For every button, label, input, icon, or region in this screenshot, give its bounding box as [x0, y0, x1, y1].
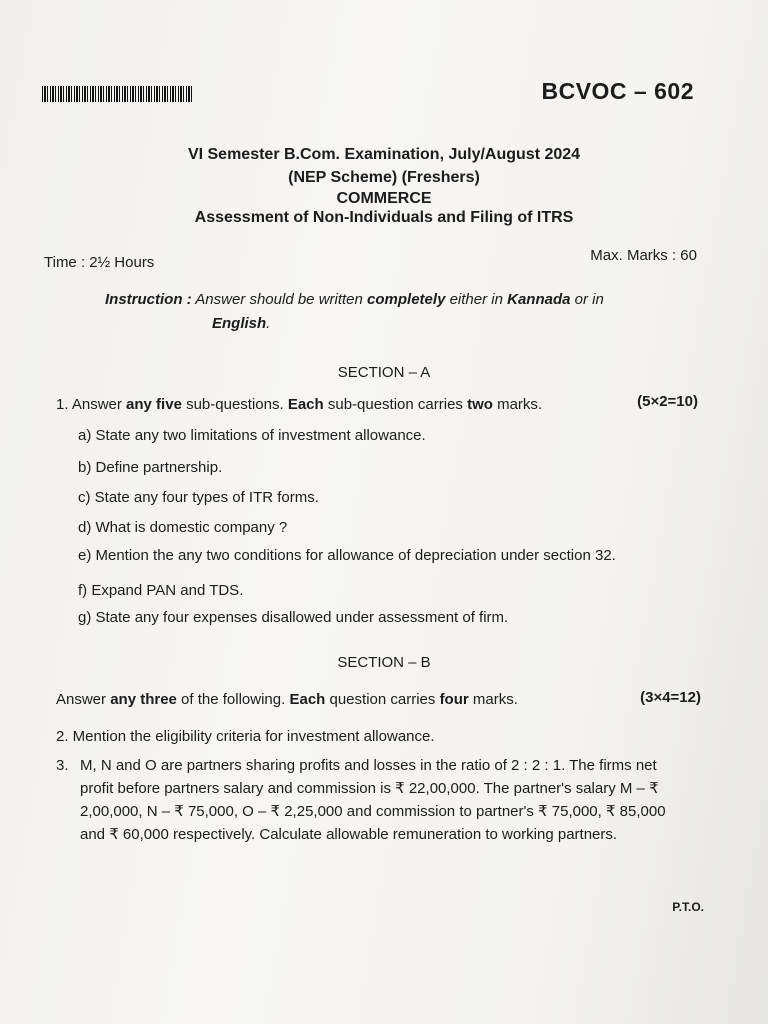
- section-b-instruction: [56, 691, 518, 708]
- sub-question: e) Mention the any two conditions for allowance of depreciation under section 32.: [78, 547, 616, 564]
- sub-question: a) State any two limitations of investment allowance.: [78, 427, 426, 444]
- question-2: 2. Mention the eligibility criteria for investment allowance.: [56, 728, 435, 745]
- question-bold: any five: [126, 396, 182, 413]
- question-bold: two: [467, 396, 493, 413]
- question-text: marks.: [468, 691, 518, 708]
- max-marks: Max. Marks : 60: [590, 247, 697, 264]
- question-1-marks: (5×2=10): [637, 393, 698, 410]
- scheme-line: (NEP Scheme) (Freshers): [288, 169, 480, 186]
- subject-line: COMMERCE: [336, 190, 432, 207]
- question-text: question carries: [325, 691, 440, 708]
- instruction-text: or in: [570, 291, 604, 308]
- question-1: [56, 396, 542, 413]
- section-b-marks: (3×4=12): [640, 689, 701, 706]
- question-text: sub-questions.: [181, 396, 288, 413]
- question-bold: Each: [287, 396, 324, 413]
- sub-question: d) What is domestic company ?: [78, 519, 288, 536]
- time-allowed: Time : 2½ Hours: [44, 254, 155, 271]
- instruction-label: Instruction :: [105, 291, 192, 308]
- instruction-text: either in: [445, 291, 508, 308]
- section-a-title: SECTION – A: [337, 364, 431, 381]
- sub-question: b) Define partnership.: [78, 459, 223, 476]
- instruction-bold: Kannada: [507, 291, 571, 308]
- question-text: Answer: [68, 396, 127, 413]
- question-3-text: M, N and O are partners sharing profits and losses in the ratio of 2 : 2 : 1. The firms net profit before partners salary and commission is ₹ 22,00,000. The partner's salary M – ₹ 2,00,000, N – ₹ 75,000, O – ₹ 2,25,000 and commission to partner's ₹ 75,000, ₹ 85,000 and ₹ 60,000 respectively. Calculate allowable remuneration to working partners.: [80, 757, 666, 843]
- instruction-text: .: [266, 315, 271, 332]
- pto-label: P.T.O.: [672, 900, 704, 914]
- instruction: [105, 288, 705, 336]
- question-number: 1.: [56, 396, 69, 413]
- paper-code: BCVOC – 602: [541, 78, 694, 104]
- barcode: [42, 86, 192, 102]
- exam-title: VI Semester B.Com. Examination, July/August 2024: [187, 146, 581, 163]
- question-text: marks.: [492, 396, 543, 413]
- sub-question: f) Expand PAN and TDS.: [78, 582, 244, 599]
- question-text: sub-question carries: [323, 396, 468, 413]
- question-bold: Each: [289, 691, 326, 708]
- question-bold: any three: [110, 691, 177, 708]
- section-b-title: SECTION – B: [337, 654, 431, 671]
- question-text: of the following.: [176, 691, 290, 708]
- question-text: Answer: [56, 691, 111, 708]
- question-3: [56, 754, 686, 846]
- question-bold: four: [439, 691, 469, 708]
- instruction-text: Answer should be written: [191, 291, 368, 308]
- sub-question: g) State any four expenses disallowed under assessment of firm.: [78, 609, 509, 626]
- paper-title: Assessment of Non-Individuals and Filing of ITRS: [194, 209, 574, 226]
- question-number: 3.: [56, 757, 69, 774]
- sub-question: c) State any four types of ITR forms.: [78, 489, 319, 506]
- instruction-bold: English: [212, 315, 267, 332]
- instruction-bold: completely: [367, 291, 446, 308]
